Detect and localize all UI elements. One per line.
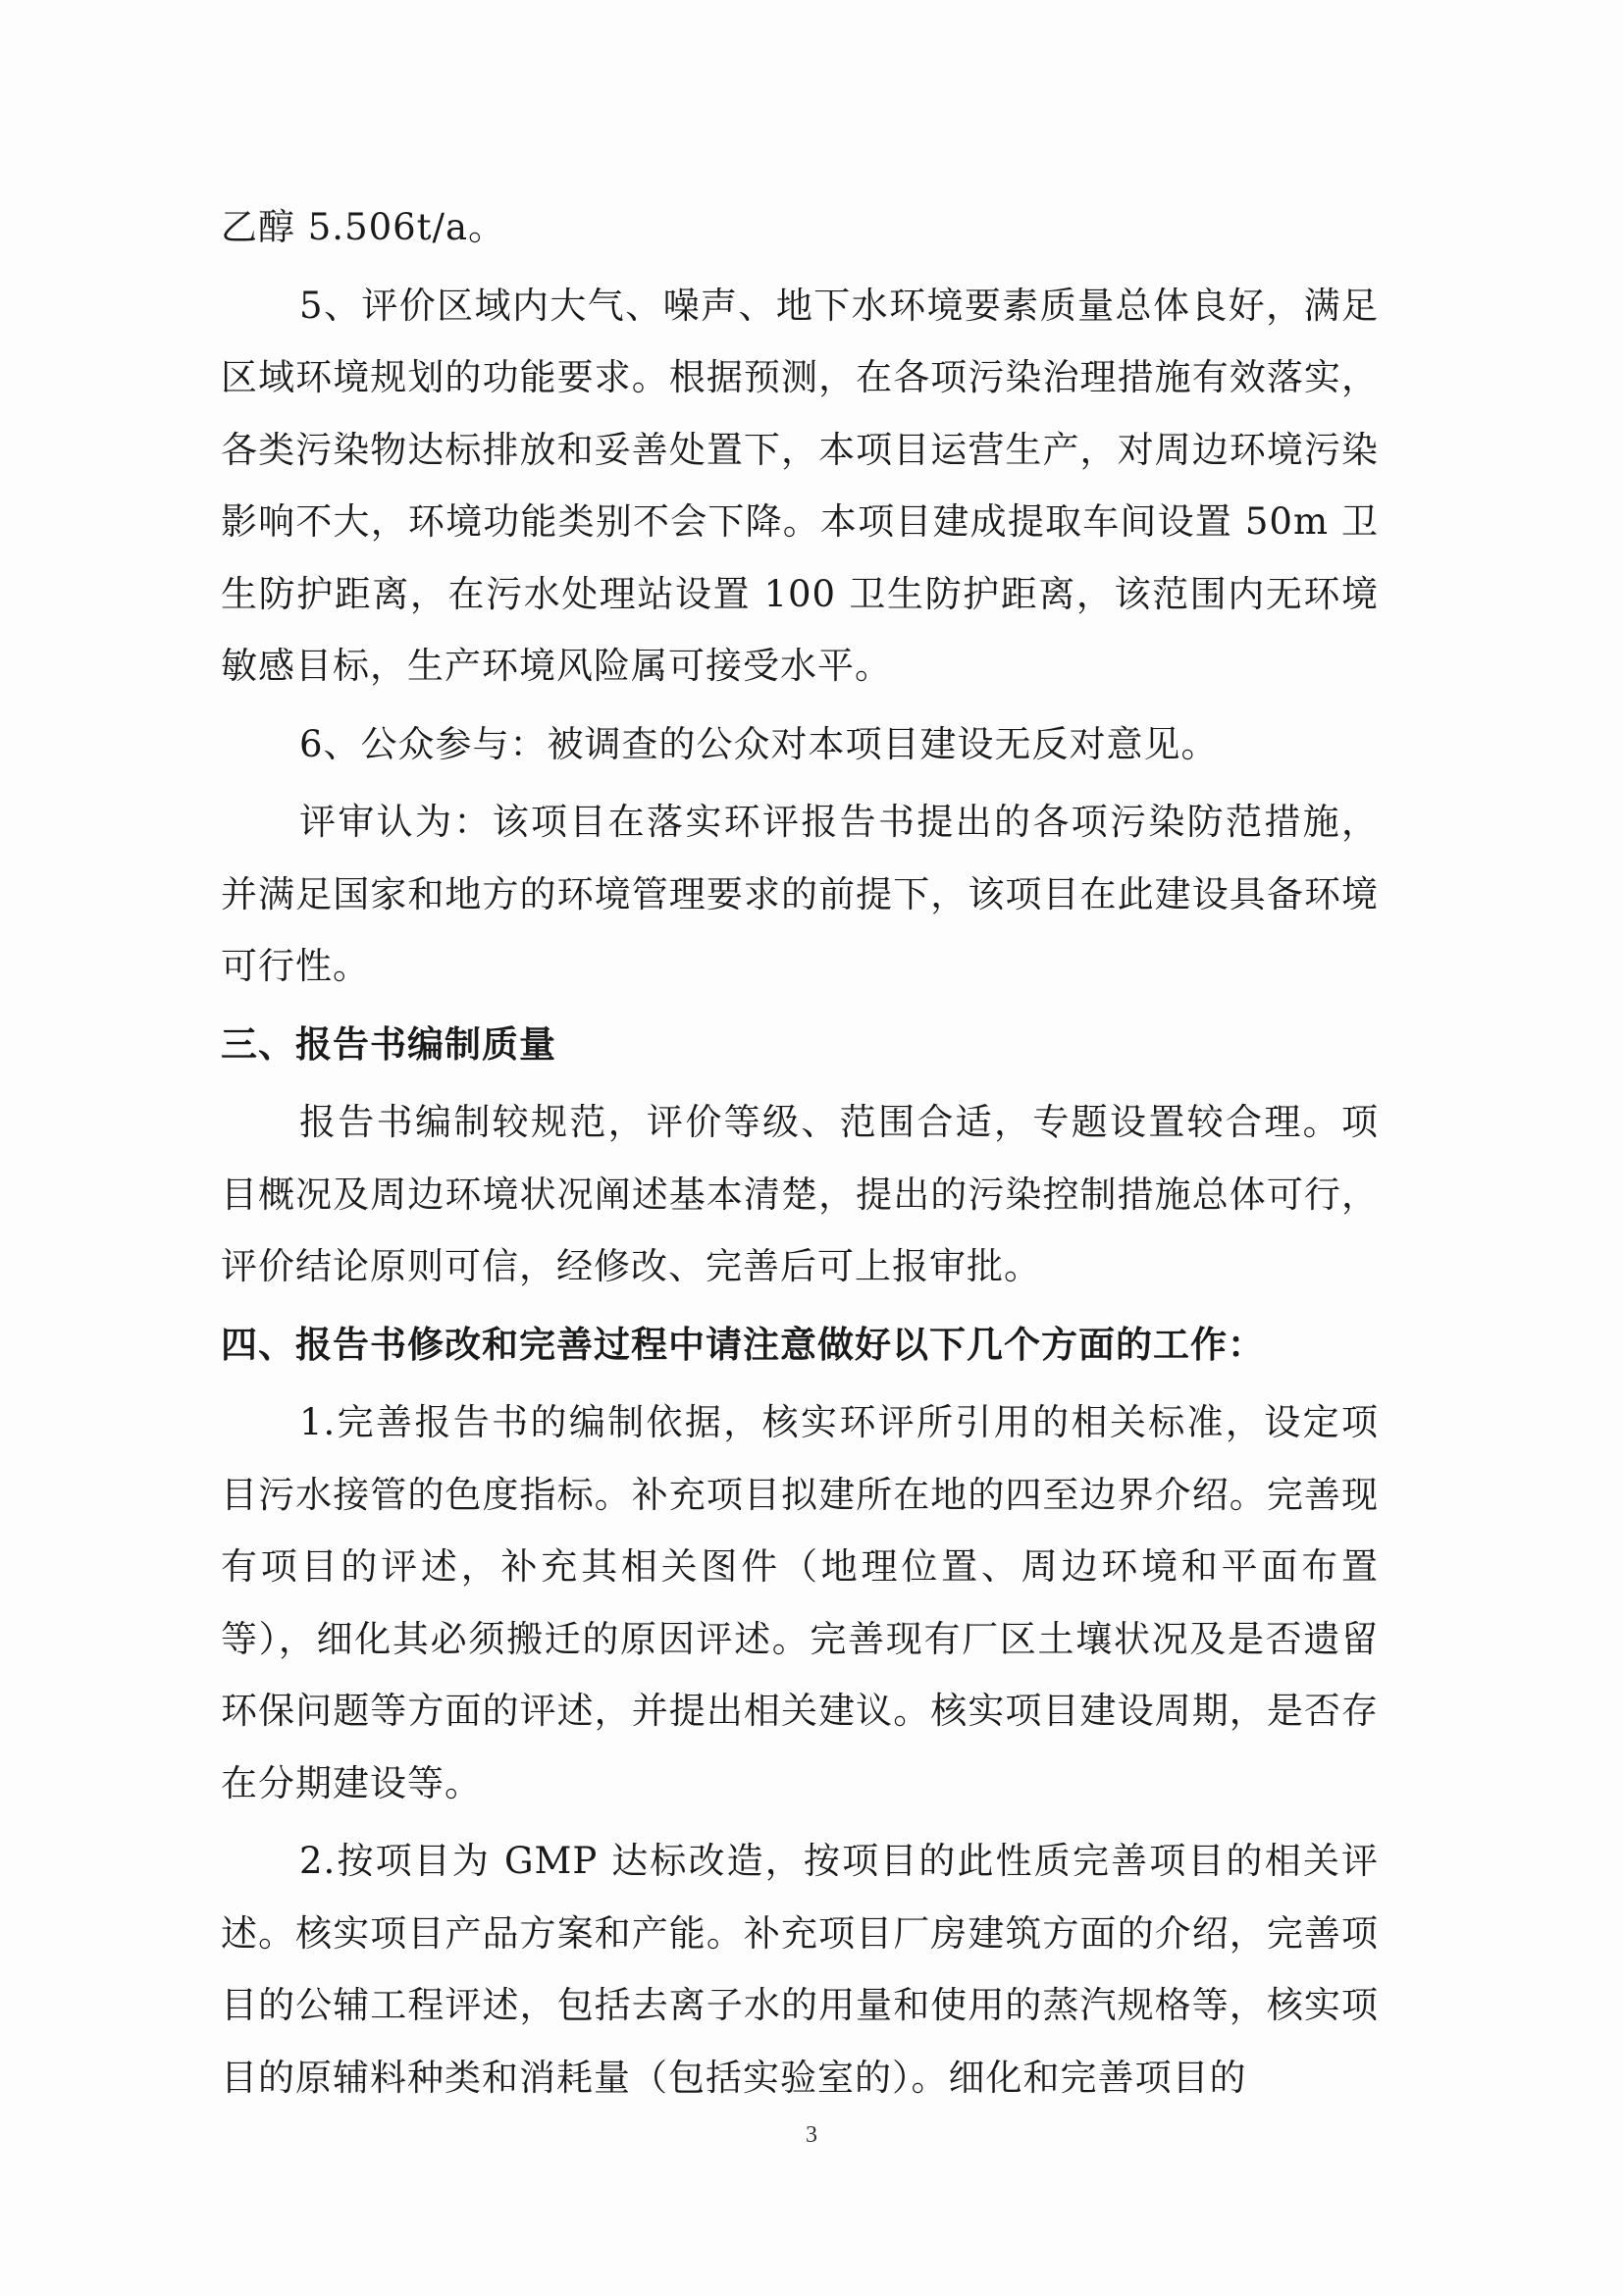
document-body [221,191,1379,2113]
paragraph-review-conclusion: 评审认为：该项目在落实环评报告书提出的各项污染防范措施，并满足国家和地方的环境管理要求的前提下，该项目在此建设具备环境可行性。 [221,801,1379,987]
paragraph-item-6: 6、公众参与：被调查的公众对本项目建设无反对意见。 [299,722,1219,765]
section-heading-4: 四、报告书修改和完善过程中请注意做好以下几个方面的工作： [221,1323,1265,1366]
paragraph-ethanol-amount: 乙醇 5.506t/a。 [221,206,506,248]
paragraph-item-5: 5、评价区域内大气、噪声、地下水环境要素质量总体良好，满足区域环境规划的功能要求。根据预测，在各项污染治理措施有效落实，各类污染物达标排放和妥善处置下，本项目运营生产，对周边环境污染影响不大，环境功能类别不会下降。本项目建成提取车间设置 50m 卫生防护距离，在污水处理站设置 100 卫生防护距离，该范围内无环境敏感目标，生产环境风险属可接受水平。 [221,284,1379,687]
paragraph-revision-2: 2.按项目为 GMP 达标改造，按项目的此性质完善项目的相关评述。核实项目产品方案和产能。补充项目厂房建筑方面的介绍，完善项目的公辅工程评述，包括去离子水的用量和使用的蒸汽规格等，核实项目的原辅料种类和消耗量（包括实验室的）。细化和完善项目的 [221,1840,1379,2099]
section-heading-3: 三、报告书编制质量 [221,1022,556,1066]
page-number: 3 [806,2122,817,2148]
paragraph-revision-1: 1.完善报告书的编制依据，核实环评所引用的相关标准，设定项目污水接管的色度指标。补充项目拟建所在地的四至边界介绍。完善现有项目的评述，补充其相关图件（地理位置、周边环境和平面布置等），细化其必须搬迁的原因评述。完善现有厂区土壤状况及是否遗留环保问题等方面的评述，并提出相关建议。核实项目建设周期，是否存在分期建设等。 [221,1401,1379,1804]
paragraph-report-quality: 报告书编制较规范，评价等级、范围合适，专题设置较合理。项目概况及周边环境状况阐述基本清楚，提出的污染控制措施总体可行，评价结论原则可信，经修改、完善后可上报审批。 [221,1101,1379,1287]
